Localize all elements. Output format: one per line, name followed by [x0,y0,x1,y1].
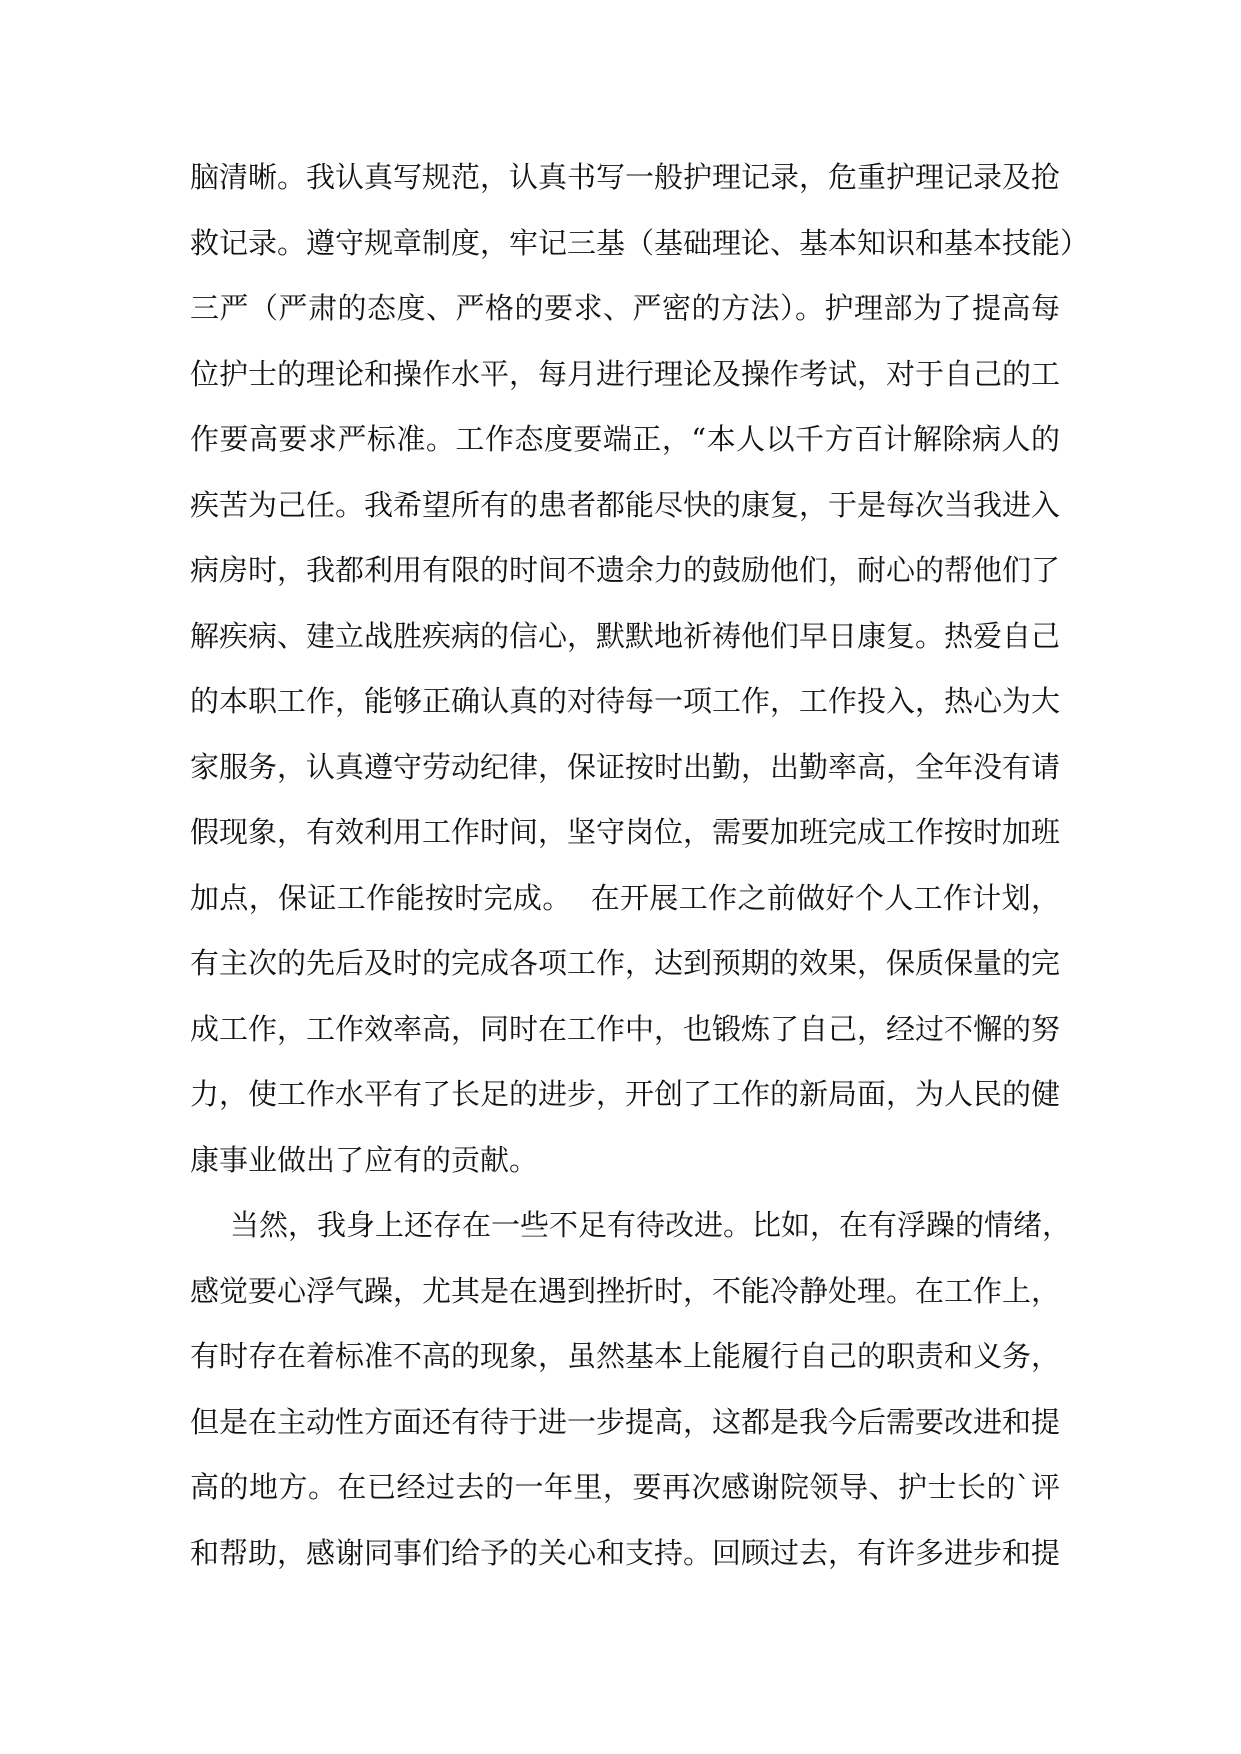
body-text [190,160,1090,1601]
text-line: 加点，保证工作能按时完成。 在开展工作之前做好个人工作计划， [190,880,1060,915]
text-line: 力，使工作水平有了长足的进步，开创了工作的新局面，为人民的健 [190,1077,1061,1111]
text-line: 作要高要求严标准。工作态度要端正，“本人以千方百计解除病人的 [190,422,1060,456]
paragraph-1 [190,160,1090,1208]
text-line: 脑清晰。我认真写规范，认真书写一般护理记录，危重护理记录及抢 [190,160,1061,194]
text-line: 救记录。遵守规章制度，牢记三基（基础理论、基本知识和基本技能） [190,225,1090,260]
text-line: 的本职工作，能够正确认真的对待每一项工作，工作投入，热心为大 [190,684,1061,718]
text-line: 家服务，认真遵守劳动纪律，保证按时出勤，出勤率高，全年没有请 [190,749,1061,784]
text-line: 三严（严肃的态度、严格的要求、严密的方法）。护理部为了提高每 [190,291,1060,325]
paragraph-2 [190,1208,1072,1601]
text-line: 有主次的先后及时的完成各项工作，达到预期的效果，保质保量的完 [190,946,1061,980]
text-line: 高的地方。在已经过去的一年里，要再次感谢院领导、护士长的`评 [190,1470,1060,1504]
text-line: 病房时，我都利用有限的时间不遗余力的鼓励他们，耐心的帮他们了 [190,553,1061,587]
text-line: 康事业做出了应有的贡献。 [190,1142,539,1177]
text-line: 有时存在着标准不高的现象，虽然基本上能履行自己的职责和义务， [190,1339,1061,1373]
text-line: 当然，我身上还存在一些不足有待改进。比如，在有浮躁的情绪， [230,1208,1072,1242]
text-line: 解疾病、建立战胜疾病的信心，默默地祈祷他们早日康复。热爱自己 [190,618,1061,653]
text-line: 疾苦为己任。我希望所有的患者都能尽快的康复，于是每次当我进入 [190,487,1061,522]
text-line: 和帮助，感谢同事们给予的关心和支持。回顾过去，有许多进步和提 [190,1535,1061,1570]
text-line: 假现象，有效利用工作时间，坚守岗位，需要加班完成工作按时加班 [190,815,1061,849]
text-line: 位护士的理论和操作水平，每月进行理论及操作考试，对于自己的工 [190,356,1061,391]
text-line: 但是在主动性方面还有待于进一步提高，这都是我今后需要改进和提 [190,1404,1061,1439]
text-line: 感觉要心浮气躁，尤其是在遇到挫折时，不能冷静处理。在工作上， [190,1273,1061,1308]
text-line: 成工作，工作效率高，同时在工作中，也锻炼了自己，经过不懈的努 [190,1011,1061,1046]
